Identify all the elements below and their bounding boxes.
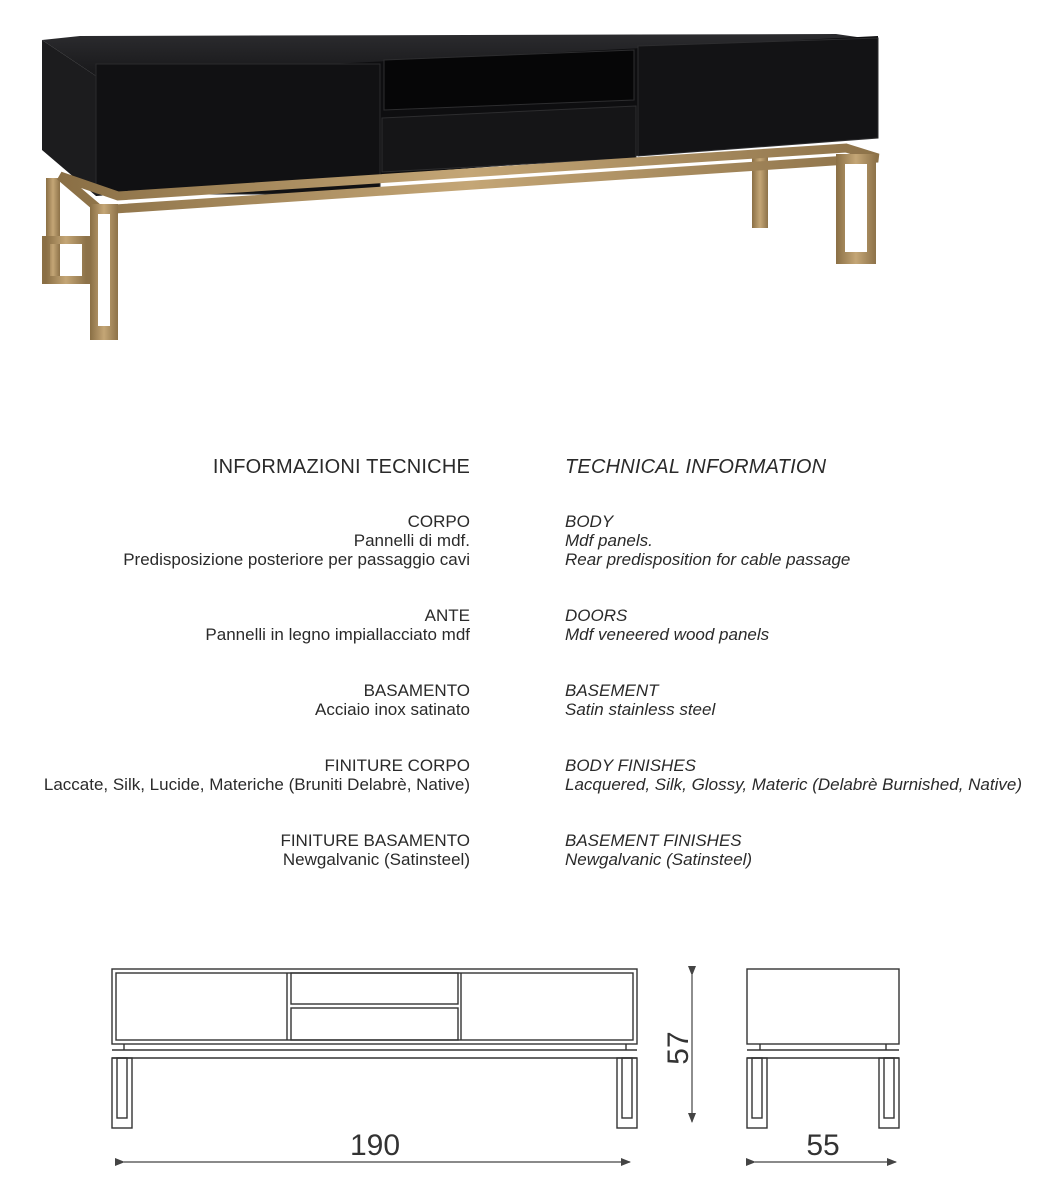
- spec-basement-finishes-en: [565, 831, 752, 869]
- door-right: [638, 38, 878, 156]
- spec-body-en: [565, 512, 850, 569]
- side-elevation: [747, 969, 899, 1128]
- spec-value: Mdf veneered wood panels: [565, 625, 770, 644]
- spec-body-it: [123, 512, 470, 569]
- front-elevation: [112, 969, 637, 1128]
- width-dimension: 190: [349, 1129, 401, 1162]
- spec-value: Mdf panels.: [565, 531, 653, 550]
- header-italian: INFORMAZIONI TECNICHE: [212, 456, 470, 478]
- spec-body-finishes-en: [565, 756, 1022, 794]
- spec-label: FINITURE CORPO: [324, 756, 470, 775]
- spec-value: Predisposizione posteriore per passaggio cavi: [123, 550, 470, 569]
- spec-doors-en: [565, 606, 769, 644]
- spec-label: CORPO: [407, 512, 470, 531]
- spec-value: Rear predisposition for cable passage: [565, 550, 851, 569]
- spec-value: Newgalvanic (Satinsteel): [565, 850, 753, 869]
- height-dimension: 57: [662, 1031, 695, 1065]
- spec-label: BASEMENT FINISHES: [565, 831, 742, 850]
- spec-value: Acciaio inox satinato: [315, 700, 470, 719]
- product-photo: [0, 0, 1064, 360]
- spec-label: BASEMENT: [565, 681, 659, 700]
- open-niche: [384, 50, 634, 110]
- spec-basement-finishes-it: [280, 831, 470, 869]
- spec-label: BODY FINISHES: [565, 756, 696, 775]
- spec-value: Pannelli in legno impiallacciato mdf: [205, 625, 470, 644]
- spec-label: ANTE: [424, 606, 470, 625]
- spec-label: BASAMENTO: [363, 681, 470, 700]
- spec-value: Laccate, Silk, Lucide, Materiche (Bruniti Delabrè, Native): [43, 775, 470, 794]
- spec-value: Newgalvanic (Satinsteel): [282, 850, 470, 869]
- spec-label: DOORS: [565, 606, 628, 625]
- spec-label: FINITURE BASAMENTO: [280, 831, 470, 850]
- depth-dimension: 55: [806, 1129, 840, 1162]
- spec-doors-it: [205, 606, 470, 644]
- spec-basement-en: [565, 681, 715, 719]
- header-english: TECHNICAL INFORMATION: [565, 456, 827, 478]
- technical-drawing: [0, 950, 1064, 1179]
- spec-value: Pannelli di mdf.: [353, 531, 470, 550]
- spec-value: Satin stainless steel: [565, 700, 716, 719]
- spec-basement-it: [315, 681, 470, 719]
- spec-value: Lacquered, Silk, Glossy, Materic (Delabrè Burnished, Native): [565, 775, 1022, 794]
- door-left: [96, 64, 380, 194]
- spec-body-finishes-it: [44, 756, 470, 794]
- spec-label: BODY: [565, 512, 614, 531]
